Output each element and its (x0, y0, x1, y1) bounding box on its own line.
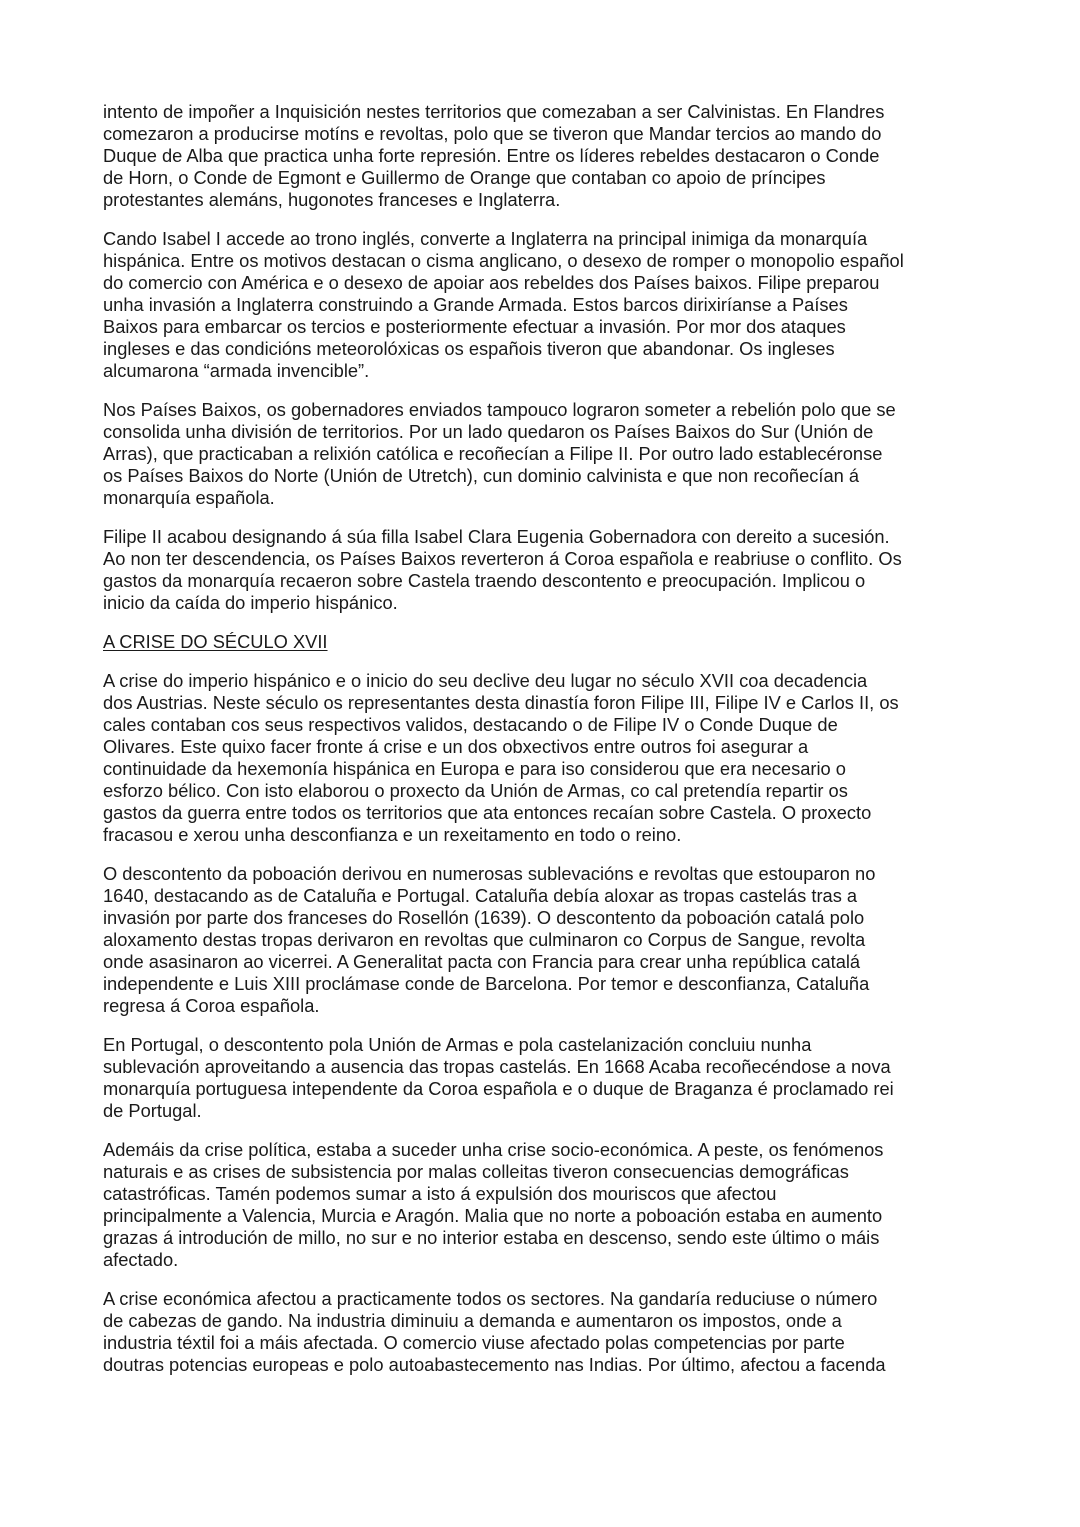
paragraph-paises-baixos: Nos Países Baixos, os gobernadores enviados tampouco lograron someter a rebelión polo que se consolida unha división de territorios. Por un lado quedaron os Países Baixos do Sur (Unión de Arras), que practicaban a relixión católica e recoñecían a Filipe II. Por outro lado establecéronse os Países Baixos do Norte (Unión de Utretch), cun dominio calvinista e que non recoñecían á monarquía española. (103, 399, 896, 508)
paragraph-declive-austrias: A crise do imperio hispánico e o inicio do seu declive deu lugar no século XVII coa decadencia dos Austrias. Neste século os representantes desta dinastía foron Filipe III, Filipe IV e Carlos II, os cales contaban cos seus respectivos validos, destacando o de Filipe IV o Conde Duque de Olivares. Este quixo facer fronte á crise e un dos obxectivos entre outros foi asegurar a continuidade da hexemonía hispánica en Europa e para iso considerou que era necesario o esforzo bélico. Con isto elaborou o proxecto da Unión de Armas, co cal pretendía repartir os gastos da guerra entre todos os territorios que ata entonces recaían sobre Castela. O proxecto fracasou e xerou unha desconfianza e un rexeitamento en todo o reino. (103, 670, 899, 845)
document-page (103, 101, 983, 1393)
paragraph-portugal: En Portugal, o descontento pola Unión de Armas e pola castelanización concluiu nunha sublevación aproveitando a ausencia das tropas castelás. En 1668 Acaba recoñecéndose a nova monarquía portuguesa intependente da Coroa española e o duque de Braganza é proclamado rei de Portugal. (103, 1034, 894, 1121)
paragraph-flandres: intento de impoñer a Inquisición nestes territorios que comezaban a ser Calvinistas. En Flandres comezaron a producirse motíns e revoltas, polo que se tiveron que Mandar tercios ao mando do Duque de Alba que practica unha forte represión. Entre os líderes rebeldes destacaron o Conde de Horn, o Conde de Egmont e Guillermo de Orange que contaban co apoio de príncipes protestantes alemáns, hugonotes franceses e Inglaterra. (103, 101, 885, 210)
paragraph-crise-socioeconomica: Ademáis da crise política, estaba a suceder unha crise socio-económica. A peste, os fenómenos naturais e as crises de subsistencia por malas colleitas tiveron consecuencias demográficas catastróficas. Tamén podemos sumar a isto á expulsión dos mouriscos que afectou principalmente a Valencia, Murcia e Aragón. Malia que no norte a poboación estaba en aumento grazas á introdución de millo, no sur e no interior estaba en descenso, sendo este último o máis afectado. (103, 1139, 884, 1270)
paragraph-isabel-inglaterra: Cando Isabel I accede ao trono inglés, converte a Inglaterra na principal inimiga da monarquía hispánica. Entre os motivos destacan o cisma anglicano, o desexo de romper o monopolio español do comercio con América e o desexo de apoiar aos rebeldes dos Países baixos. Filipe preparou unha invasión a Inglaterra construindo a Grande Armada. Estos barcos dirixiríanse a Países Baixos para embarcar os tercios e posteriormente efectuar a invasión. Por mor dos ataques ingleses e das condicións meteorolóxicas os españois tiveron que abandonar. Os ingleses alcumarona “armada invencible”. (103, 228, 904, 381)
paragraph-isabel-clara-eugenia: Filipe II acabou designando á súa filla Isabel Clara Eugenia Gobernadora con dereito a sucesión. Ao non ter descendencia, os Países Baixos reverteron á Coroa española e reabriuse o conflito. Os gastos da monarquía recaeron sobre Castela traendo descontento e preocupación. Implicou o inicio da caída do imperio hispánico. (103, 526, 902, 613)
paragraph-crise-economica: A crise económica afectou a practicamente todos os sectores. Na gandaría reduciuse o número de cabezas de gando. Na industria diminuiu a demanda e aumentaron os impostos, onde a industria téxtil foi a máis afectada. O comercio viuse afectado polas competencias por parte doutras potencias europeas e polo autoabastecemento nas Indias. Por último, afectou a facenda (103, 1288, 886, 1375)
paragraph-cataluna: O descontento da poboación derivou en numerosas sublevacións e revoltas que estouparon no 1640, destacando as de Cataluña e Portugal. Cataluña debía aloxar as tropas castelás tras a invasión por parte dos franceses do Rosellón (1639). O descontento da poboación catalá polo aloxamento destas tropas derivaron en revoltas que culminaron co Corpus de Sangue, revolta onde asasinaron ao vicerrei. A Generalitat pacta con Francia para crear unha república catalá independente e Luis XIII proclámase conde de Barcelona. Por temor e desconfianza, Cataluña regresa á Coroa española. (103, 863, 876, 1016)
section-heading: A CRISE DO SÉCULO XVII (103, 631, 328, 652)
